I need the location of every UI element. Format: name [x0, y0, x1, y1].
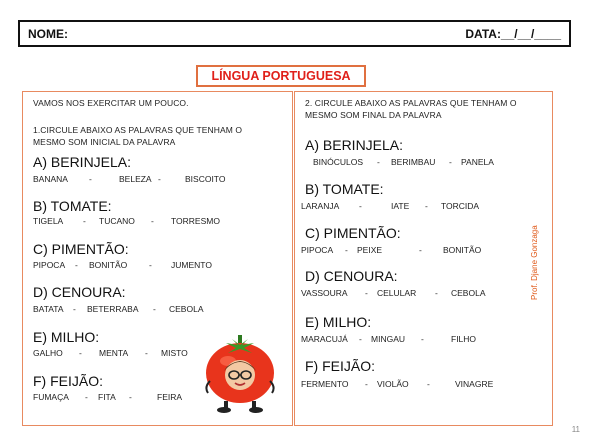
- separator: -: [75, 260, 78, 270]
- word-option[interactable]: FERMENTO: [301, 379, 349, 389]
- word-option[interactable]: FEIRA: [157, 392, 183, 402]
- question-label: C) PIMENTÃO:: [33, 241, 129, 257]
- separator: -: [359, 334, 362, 344]
- separator: -: [345, 245, 348, 255]
- word-option[interactable]: BINÓCULOS: [313, 157, 364, 167]
- word-option[interactable]: MENTA: [99, 348, 129, 358]
- question-label: E) MILHO:: [305, 314, 372, 330]
- word-option[interactable]: IATE: [391, 201, 410, 211]
- separator: -: [377, 157, 380, 167]
- separator: -: [85, 392, 88, 402]
- separator: -: [83, 216, 86, 226]
- separator: -: [149, 260, 152, 270]
- separator: -: [158, 174, 161, 184]
- word-option[interactable]: BANANA: [33, 174, 68, 184]
- name-label: NOME:: [28, 27, 68, 41]
- separator: -: [365, 379, 368, 389]
- separator: -: [435, 288, 438, 298]
- author-credit: Prof. Djane Gonzaga: [530, 225, 539, 300]
- page-title: LÍNGUA PORTUGUESA: [196, 65, 366, 87]
- separator: -: [79, 348, 82, 358]
- word-option[interactable]: PIPOCA: [33, 260, 66, 270]
- question-label: C) PIMENTÃO:: [305, 225, 401, 241]
- exercise-1-instruction-cont: MESMO SOM INICIAL DA PALAVRA: [33, 137, 176, 147]
- word-option[interactable]: BERIMBAU: [391, 157, 436, 167]
- question-label: B) TOMATE:: [305, 181, 384, 197]
- word-option[interactable]: CEBOLA: [169, 304, 204, 314]
- separator: -: [359, 201, 362, 211]
- word-option[interactable]: FUMAÇA: [33, 392, 69, 402]
- exercise-2-panel: [294, 91, 553, 426]
- separator: -: [73, 304, 76, 314]
- word-option[interactable]: BELEZA: [119, 174, 152, 184]
- separator: -: [421, 334, 424, 344]
- question-label: B) TOMATE:: [33, 198, 112, 214]
- question-label: F) FEIJÃO:: [33, 373, 103, 389]
- separator: -: [129, 392, 132, 402]
- word-option[interactable]: PIPOCA: [301, 245, 334, 255]
- exercise-2-instruction: 2. CIRCULE ABAIXO AS PALAVRAS QUE TENHAM O: [305, 98, 517, 108]
- word-option[interactable]: VIOLÃO: [377, 379, 409, 389]
- word-option[interactable]: JUMENTO: [171, 260, 212, 270]
- separator: -: [153, 304, 156, 314]
- separator: -: [365, 288, 368, 298]
- question-label: A) BERINJELA:: [305, 137, 404, 153]
- word-option[interactable]: TORCIDA: [441, 201, 480, 211]
- separator: -: [419, 245, 422, 255]
- question-label: E) MILHO:: [33, 329, 100, 345]
- word-option[interactable]: MINGAU: [371, 334, 405, 344]
- word-option[interactable]: PEIXE: [357, 245, 383, 255]
- word-option[interactable]: PANELA: [461, 157, 494, 167]
- separator: -: [427, 379, 430, 389]
- separator: -: [449, 157, 452, 167]
- word-option[interactable]: GALHO: [33, 348, 63, 358]
- separator: -: [89, 174, 92, 184]
- separator: -: [425, 201, 428, 211]
- word-option[interactable]: BATATA: [33, 304, 64, 314]
- question-label: D) CENOURA:: [33, 284, 126, 300]
- exercise-2-instruction-cont: MESMO SOM FINAL DA PALAVRA: [305, 110, 442, 120]
- word-option[interactable]: LARANJA: [301, 201, 340, 211]
- question-label: A) BERINJELA:: [33, 154, 132, 170]
- word-option[interactable]: MISTO: [161, 348, 188, 358]
- word-option[interactable]: TIGELA: [33, 216, 64, 226]
- word-option[interactable]: VASSOURA: [301, 288, 348, 298]
- word-option[interactable]: BETERRABA: [87, 304, 139, 314]
- exercise-1-instruction: 1.CIRCULE ABAIXO AS PALAVRAS QUE TENHAM O: [33, 125, 243, 135]
- separator: -: [151, 216, 154, 226]
- word-option[interactable]: BONITÃO: [89, 260, 128, 270]
- word-option[interactable]: FITA: [98, 392, 116, 402]
- word-option[interactable]: VINAGRE: [455, 379, 494, 389]
- word-option[interactable]: CEBOLA: [451, 288, 486, 298]
- exercise-intro: VAMOS NOS EXERCITAR UM POUCO.: [33, 98, 189, 108]
- word-option[interactable]: BISCOITO: [185, 174, 226, 184]
- tomato-character-icon: [202, 331, 278, 413]
- word-option[interactable]: BONITÃO: [443, 245, 482, 255]
- question-label: F) FEIJÃO:: [305, 358, 375, 374]
- word-option[interactable]: MARACUJÁ: [301, 334, 348, 344]
- word-option[interactable]: TORRESMO: [171, 216, 220, 226]
- word-option[interactable]: TUCANO: [99, 216, 135, 226]
- page-number: 11: [571, 425, 580, 434]
- name-date-header: [18, 20, 571, 47]
- question-label: D) CENOURA:: [305, 268, 398, 284]
- word-option[interactable]: CELULAR: [377, 288, 417, 298]
- word-option[interactable]: FILHO: [451, 334, 477, 344]
- date-label: DATA:__/__/____: [465, 27, 561, 41]
- separator: -: [145, 348, 148, 358]
